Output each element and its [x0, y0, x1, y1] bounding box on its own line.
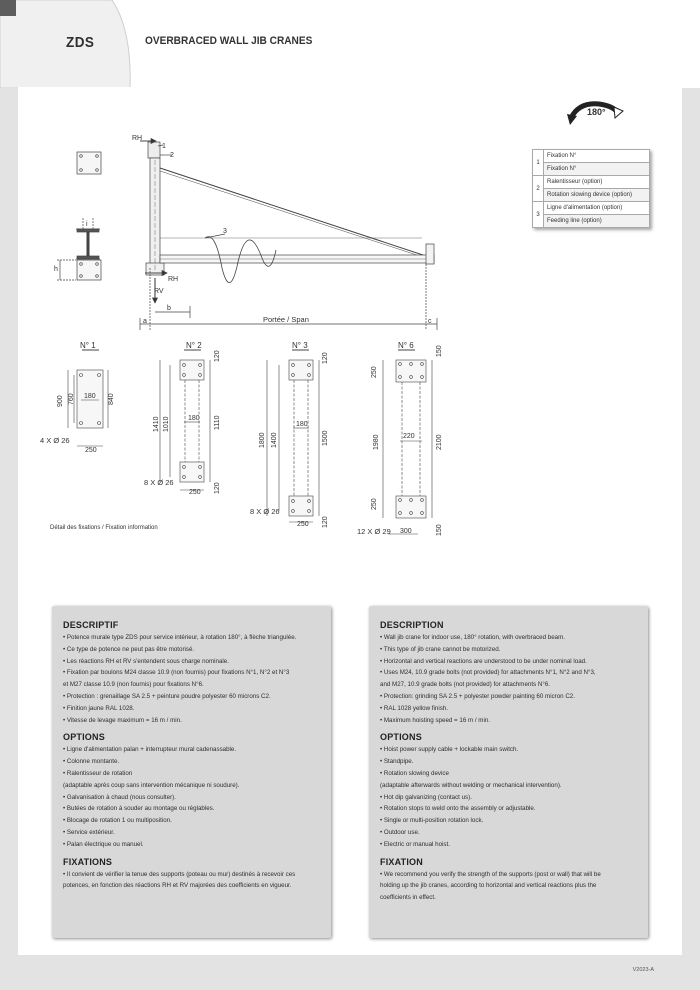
list-item: • Hot dip galvanizing (contact us). — [380, 793, 472, 801]
label-3: 3 — [223, 228, 227, 235]
list-item: • Hoist power supply cable + lockable main switch. — [380, 746, 519, 754]
dim-text: 250 — [371, 366, 378, 378]
list-item: • Single or multi-position rotation lock. — [380, 817, 484, 825]
fixation-1-drawing — [40, 341, 115, 454]
fixation-2-drawing — [144, 341, 221, 496]
list-item: potences, en fonction des réactions RH et RV majorées des coefficients en vigueur. — [63, 882, 292, 890]
list-item: (adaptable afterwards without welding or mechanical intervention). — [380, 781, 562, 789]
list-item: • Ligne d'alimentation palan + interrupteur mural cadenassable. — [63, 746, 237, 754]
legend-text: Feeding line (option) — [544, 215, 650, 228]
fixation-2-bolts: 8 X Ø 26 — [144, 478, 174, 487]
description-list — [380, 632, 640, 726]
options-heading-fr: OPTIONS — [63, 732, 105, 743]
rotation-label: 180° — [587, 107, 606, 117]
legend-text: Fixation N° — [544, 150, 650, 163]
legend-text: Ligne d'alimentation (option) — [544, 202, 650, 215]
dim-text: 840 — [108, 393, 115, 405]
list-item: holding up the jib cranes, according to horizontal and vertical reactions plus the — [380, 882, 597, 890]
dim-text: 250 — [297, 521, 309, 528]
french-text-panel — [52, 606, 331, 938]
options-heading-en: OPTIONS — [380, 732, 422, 743]
page-title: OVERBRACED WALL JIB CRANES — [145, 35, 313, 47]
dim-text: 120 — [214, 482, 221, 494]
fixation-1-title: N° 1 — [80, 341, 96, 350]
legend-text: Rotation slowing device (option) — [544, 189, 650, 202]
list-item: • Rotation stops to weld onto the assembly or adjustable. — [380, 805, 536, 813]
legend-num: 2 — [533, 176, 544, 202]
top-plate-view — [77, 152, 101, 174]
dim-text: 1800 — [259, 432, 266, 448]
dim-text: 900 — [57, 395, 64, 407]
list-item: • Protection : grenaillage SA 2.5 + peinture poudre polyester 60 microns C2. — [63, 692, 271, 700]
legend-text: Ralentisseur (option) — [544, 176, 650, 189]
list-item: • Outdoor use. — [380, 828, 420, 836]
bottom-plate-view — [57, 260, 101, 280]
dim-text: 760 — [68, 393, 75, 405]
dim-text: 1410 — [153, 416, 160, 432]
description-heading: DESCRIPTION — [380, 620, 444, 630]
list-item: coefficients in effect. — [380, 894, 436, 902]
dim-text: 180 — [188, 415, 200, 422]
dim-text: 120 — [214, 350, 221, 362]
list-item: • Wall jib crane for indoor use, 180° rotation, with overbraced beam. — [380, 634, 565, 641]
dim-text: 1500 — [322, 430, 329, 446]
options-list-fr — [63, 744, 323, 850]
label-rv: RV — [154, 288, 164, 295]
dim-text: 180 — [84, 393, 96, 400]
crane-elevation — [140, 139, 434, 304]
list-item: and M27, 10.9 grade bolts (not provided) for attachments N°6. — [380, 681, 550, 689]
fixations-heading: FIXATIONS — [63, 856, 113, 867]
list-item: • Horizontal and vertical reactions are understood to be under nominal load. — [380, 657, 587, 665]
fixation-6-bolts: 12 X Ø 29 — [357, 527, 391, 536]
list-item: • Il convient de vérifier la tenue des supports (poteau ou mur) destinés à recevoir ces — [63, 870, 296, 878]
list-item: • Maximum hoisting speed = 16 m / min. — [380, 716, 490, 724]
fixation-3-title: N° 3 — [292, 341, 308, 350]
product-code: ZDS — [66, 34, 95, 51]
list-item: • Les réactions RH et RV s'entendent sous charge nominale. — [63, 657, 229, 665]
legend-num: 1 — [533, 150, 544, 176]
dim-text: 250 — [189, 489, 201, 496]
label-1: 1 — [162, 143, 166, 150]
fixation-heading: FIXATION — [380, 856, 423, 867]
beam-section-view — [76, 218, 100, 259]
list-item: • Galvanisation à chaud (nous consulter). — [63, 793, 176, 801]
english-text-panel — [369, 606, 648, 938]
list-item: • This type of jib crane cannot be motorized. — [380, 645, 501, 653]
descriptif-heading: DESCRIPTIF — [63, 620, 119, 630]
fixation-2-title: N° 2 — [186, 341, 202, 350]
list-item: • Rotation slowing device — [380, 769, 449, 777]
label-2: 2 — [170, 152, 174, 159]
label-rh: RH — [168, 276, 179, 283]
fixation-caption: Détail des fixations / Fixation information — [50, 525, 158, 531]
list-item: • Electric or manual hoist. — [380, 840, 450, 848]
label-h: h — [54, 266, 58, 273]
dim-text: 300 — [400, 528, 412, 535]
fixation-6-drawing — [357, 341, 443, 536]
list-item: • We recommend you verify the strength of the supports (post or wall) that will be — [380, 870, 601, 878]
fixation-list — [380, 869, 640, 904]
list-item: • Ce type de potence ne peut pas être motorisé. — [63, 645, 195, 653]
label-rh-top: RH — [132, 135, 143, 142]
list-item: (adaptable après coup sans intervention mécanique ni soudure). — [63, 781, 240, 789]
dim-text: 180 — [296, 421, 308, 428]
list-item: • Finition jaune RAL 1028. — [63, 704, 135, 712]
footer-reference: V2023-A — [632, 967, 654, 973]
fixation-6-title: N° 6 — [398, 341, 414, 350]
list-item: • Vitesse de levage maximum = 16 m / min. — [63, 716, 182, 724]
label-span: Portée / Span — [263, 315, 309, 324]
dim-text: 120 — [322, 352, 329, 364]
dim-text: 250 — [85, 447, 97, 454]
fixation-1-bolts: 4 X Ø 26 — [40, 436, 70, 445]
list-item: • Service extérieur. — [63, 828, 115, 836]
label-b: b — [167, 305, 171, 312]
descriptif-list — [63, 632, 323, 726]
fixation-3-drawing — [250, 341, 329, 528]
label-i: i — [86, 221, 88, 228]
dim-text: 120 — [322, 516, 329, 528]
list-item: • Potence murale type ZDS pour service intérieur, à rotation 180°, à flèche triangulée. — [63, 634, 297, 641]
dim-text: 150 — [436, 345, 443, 357]
dim-text: 1010 — [163, 416, 170, 432]
list-item: • Colonne montante. — [63, 758, 120, 766]
dim-text: 1400 — [271, 432, 278, 448]
fixations-list — [63, 869, 323, 893]
list-item: • Fixation par boulons M24 classe 10.9 (non fournis) pour fixations N°1, N°2 et N°3 — [63, 669, 290, 677]
list-item: • Ralentisseur de rotation — [63, 769, 133, 777]
list-item: • Butées de rotation à souder au montage ou réglables. — [63, 805, 215, 813]
options-list-en — [380, 744, 640, 850]
list-item: • RAL 1028 yellow finish. — [380, 704, 448, 712]
dim-text: 250 — [371, 498, 378, 510]
list-item: • Blocage de rotation 1 ou multiposition. — [63, 817, 172, 825]
label-a: a — [143, 318, 147, 325]
legend-text: Fixation N° — [544, 163, 650, 176]
list-item: • Palan électrique ou manuel. — [63, 840, 144, 848]
dim-text: 220 — [403, 433, 415, 440]
label-c: c — [428, 318, 432, 325]
dim-text: 1980 — [373, 434, 380, 450]
dim-text: 2100 — [436, 434, 443, 450]
fixation-3-bolts: 8 X Ø 26 — [250, 507, 280, 516]
legend-num: 3 — [533, 202, 544, 228]
list-item: • Standpipe. — [380, 758, 414, 766]
dim-text: 150 — [436, 524, 443, 536]
dim-text: 1110 — [214, 415, 221, 430]
list-item: • Uses M24, 10.9 grade bolts (not provided) for attachments N°1, N°2 and N°3, — [380, 669, 596, 677]
list-item: et M27 classe 10.9 (non fournis) pour fixations N°6. — [63, 681, 204, 689]
list-item: • Protection: grinding SA 2.5 + polyester powder painting 60 micron C2. — [380, 692, 575, 700]
